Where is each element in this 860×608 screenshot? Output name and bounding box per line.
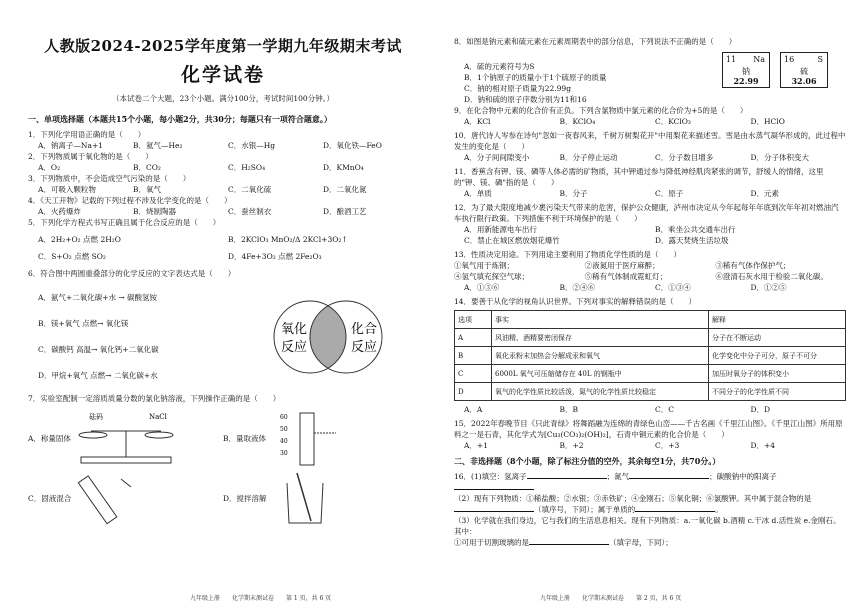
option: A．硫的元素符号为S — [464, 62, 535, 71]
option: B．1个钠原子的质量小于1个硫原子的质量 — [464, 73, 607, 82]
table-cell: A — [455, 329, 492, 347]
question-7-options — [28, 408, 418, 528]
question-9-options — [454, 116, 846, 127]
option: D．HClO — [750, 117, 785, 126]
option: B．②④⑥ — [559, 283, 596, 292]
exam-subtitle: 化学试卷 — [180, 64, 265, 86]
element-name: 钠 — [742, 67, 750, 76]
venn-left-label-1: 氧化 — [280, 322, 308, 337]
option: C．分子数目增多 — [655, 153, 714, 162]
table-header: 事实 — [492, 311, 709, 329]
periodic-table-cells — [722, 52, 828, 88]
option: C．碳酸钙 高温→ 氧化钙+二氧化碳 — [38, 345, 159, 354]
option-a-cell — [28, 408, 223, 468]
option: D．露天焚烧生活垃圾 — [655, 236, 729, 245]
option: A．分子间间隙变小 — [464, 153, 530, 162]
table-cell: 加压时氧分子的体积变小 — [709, 365, 846, 383]
fill-text: （填序号，下同）；属于单质的 — [534, 505, 636, 514]
option: B．氦气—He₂ — [133, 141, 183, 150]
table-cell: 化学变化中分子可分，原子不可分 — [709, 347, 846, 365]
exam-page-right — [430, 0, 860, 608]
question-3: 3．下列物质中，不会造成空气污染的是（ ） — [28, 174, 191, 183]
option: D．酿酒工艺 — [323, 207, 367, 216]
table-cell: B — [455, 347, 492, 365]
statement: ⑥澄清石灰水用于检验二氧化碳。 — [715, 272, 828, 281]
venn-diagram — [258, 297, 398, 377]
atomic-number: 16 — [784, 55, 795, 64]
question-11-options — [454, 188, 846, 199]
option: B．+2 — [559, 441, 584, 450]
question-1-options — [28, 140, 418, 151]
page-footer: 九年级上册 化学期末测试卷 第 1 页，共 6 页 — [190, 595, 332, 602]
option: B．乘坐公共交通车出行 — [655, 225, 736, 234]
tick-30: 30 — [280, 450, 288, 457]
answer-blank[interactable] — [454, 511, 534, 512]
fill-text: ①可用于切割玻璃的是 — [454, 538, 529, 547]
question-4-options — [28, 206, 418, 217]
fill-text: 16．(1)填空：氢离子 — [454, 472, 527, 481]
option: C．C — [655, 405, 674, 414]
option-b-cell — [223, 408, 418, 468]
option: A．钠离子—Na+1 — [38, 141, 104, 150]
table-cell: 分子在不断运动 — [709, 329, 846, 347]
question-16-part-1 — [454, 471, 846, 493]
question-12: 12．为了最大限度地减少裹污染天气带来的危害，保护公众健康，泸州市决定从今年起每年年底到次年年初对燃油汽车执行限行政策。下列措施不利于环境保护的是（ ） — [454, 203, 839, 223]
graduated-cylinder-icon — [266, 409, 346, 467]
table-row — [455, 383, 846, 401]
option: B．2KClO₃ MnO₂/Δ 2KCl+3O₂↑ — [228, 235, 348, 244]
table-cell: D — [455, 383, 492, 401]
exam-title: 人教版2024-2025学年度第一学期九年级期末考试 — [44, 37, 402, 55]
question-6: 6．符合图中两圆重叠部分的化学反应的文字表达式是（ ） — [28, 269, 236, 278]
fill-text: （填字母，下同）； — [609, 538, 673, 547]
option: B．分子停止运动 — [559, 153, 618, 162]
option: C．KClO₃ — [655, 117, 691, 126]
option-d-cell — [223, 468, 418, 528]
element-symbol: S — [817, 55, 823, 64]
table-row — [455, 329, 846, 347]
option: A．称量固体 — [28, 433, 71, 443]
element-name: 硫 — [800, 67, 808, 76]
statement: ⑤稀有气体制成霓虹灯； — [584, 272, 668, 281]
mixing-cylinder-icon — [71, 469, 151, 527]
option: D．氧化铁—FeO — [323, 141, 382, 150]
element-cell-sulfur — [780, 52, 828, 88]
question-6-body — [28, 285, 418, 389]
option: C．蚕丝制衣 — [228, 207, 272, 216]
question-15: 15．2022年春晚节目《只此青绿》将舞蹈融为连绵的青绿色山峦——千古名画《千里江山图》。《千里江山图》所用原料之一是石青，其化学式为[Cu₃(CO₃)₂(OH)₂]，石青中铜元素的化合价是（ ） — [454, 419, 843, 439]
question-13-options — [454, 282, 846, 293]
option: A．①③⑥ — [464, 283, 500, 292]
answer-blank[interactable] — [629, 478, 709, 479]
statement: ①氧气用于炼钢； — [454, 261, 514, 270]
question-2: 2．下列物质属于氧化物的是（ ） — [28, 152, 153, 161]
option: D．二氧化氮 — [323, 185, 367, 194]
table-header-row — [455, 311, 846, 329]
option: A．2H₂+O₂ 点燃 2H₂O — [38, 235, 121, 244]
answer-blank[interactable] — [454, 489, 534, 490]
venn-left-label-2: 反应 — [280, 340, 308, 355]
option: A．A — [464, 405, 483, 414]
option: D．分子体积变大 — [750, 153, 810, 162]
question-14-options — [454, 404, 846, 415]
nacl-label: NaCl — [148, 413, 167, 421]
question-7: 7．实验室配制一定溶质质量分数的氯化钠溶液，下列操作正确的是（ ） — [28, 394, 281, 403]
option: C．①③④ — [655, 283, 691, 292]
atomic-mass: 22.99 — [733, 76, 759, 86]
question-13-items-2 — [454, 271, 846, 282]
option: B．CO₂ — [133, 163, 161, 172]
table-header: 选项 — [455, 311, 492, 329]
venn-right-label-1: 化合 — [350, 322, 378, 337]
table-cell: C — [455, 365, 492, 383]
question-10: 10．唐代诗人岑参在诗句"忽如一夜春风来，千树万树梨花开"中用梨花来描述雪。雪是由水蒸气凝华形成的，此过程中发生的变化是（ ） — [454, 131, 846, 151]
tick-50: 50 — [280, 426, 288, 433]
option: C．+3 — [655, 441, 680, 450]
question-16-part-3-1 — [454, 537, 846, 548]
answer-blank[interactable] — [635, 511, 715, 512]
question-1: 1．下列化学用语正确的是（ ） — [28, 130, 146, 139]
question-12-options — [454, 224, 846, 246]
option: A．KCl — [464, 117, 491, 126]
tick-40: 40 — [280, 438, 288, 445]
option-c-cell — [28, 468, 223, 528]
option: C．禁止在城区燃放烟花爆竹 — [464, 236, 560, 245]
tick-60: 60 — [280, 414, 288, 421]
table-header: 解释 — [709, 311, 846, 329]
exam-note: （本试卷二个大题，23个小题。满分100分，考试时间100分钟。） — [112, 94, 334, 103]
venn-right-label-2: 反应 — [350, 340, 378, 355]
section-2-heading: 二、非选择题（8个小题，除了标注分值的空外，其余每空1分，共70分。） — [454, 456, 721, 466]
option: C．固液混合 — [28, 493, 72, 503]
option: D．+4 — [750, 441, 776, 450]
table-row — [455, 347, 846, 365]
question-8: 8．如图是钠元素和硫元素在元素周期表中的部分信息，下列说法不正确的是（ ） — [454, 37, 737, 46]
option: D．元素 — [750, 189, 780, 198]
option: C．S+O₂ 点燃 SO₂ — [38, 252, 106, 261]
option: B．KClO₄ — [559, 117, 596, 126]
section-1-heading: 一、单项选择题（本题共15个小题，每小题2分，共30分；每题只有一项符合题意。） — [28, 114, 332, 124]
table-cell: 6000L 氧气可压缩储存在 40L 的钢瓶中 — [492, 365, 709, 383]
table-cell: 风油精、酒精要密闭保存 — [492, 329, 709, 347]
fill-text: （2）现有下列物质：①稀盐酸；②水银；③赤铁矿；④金刚石；⑤氧化铜；⑥氯酸钾。其中属于混合物的是 — [454, 494, 812, 503]
question-2-options — [28, 162, 418, 173]
fill-text: ；氮气 — [606, 472, 630, 481]
answer-blank[interactable] — [527, 478, 607, 479]
option: B．量取液体 — [223, 433, 267, 443]
option: A．单质 — [464, 189, 492, 198]
fill-text: 。 — [715, 505, 723, 514]
question-4: 4．《天工开物》记载的下列过程不涉及化学变化的是（ ） — [28, 196, 232, 205]
option: A．氨气+二氧化碳+水 → 碳酸氢铵 — [38, 293, 158, 302]
table-cell: 氧气的化学性质比较活泼，氮气的化学性质比较稳定 — [492, 383, 709, 401]
question-10-options — [454, 152, 846, 163]
question-11: 11．香蕉含有钾、镁、磷等人体必需的矿物质，其中钾通过参与降低神经肌肉紧张的调节，舒缓人的情绪，这里的"钾、镁、磷"指的是（ ） — [454, 167, 824, 187]
statement: ④氢气填充探空气球； — [454, 272, 529, 281]
table-cell: 氧化汞粉末加热会分解成汞和氧气 — [492, 347, 709, 365]
question-6-options — [28, 285, 258, 389]
question-16-part-3: （3）化学就在我们身边，它与我们的生活息息相关。现有下列物质：a.一氧化碳 b.酒精 c.干冰 d.活性炭 e.金刚石。其中： — [454, 516, 841, 536]
option: C．二氧化硫 — [228, 185, 272, 194]
question-13-items-1 — [454, 260, 846, 271]
atomic-number: 11 — [726, 55, 737, 64]
option: D．KMnO₄ — [323, 163, 364, 172]
table-cell: 不同分子的化学性质不同 — [709, 383, 846, 401]
question-13: 13．性质决定用途。下列用途主要利用了物质化学性质的是（ ） — [454, 250, 682, 259]
option: B．氧气 — [133, 185, 162, 194]
option: B．烧制陶器 — [133, 207, 177, 216]
option: A．火药爆炸 — [38, 207, 81, 216]
question-5-options-ab — [28, 234, 418, 245]
option: B．分子 — [559, 189, 588, 198]
option: D．钠和硫的原子序数分别为11和16 — [464, 95, 587, 104]
statement: ②液氮用于医疗麻醉； — [584, 261, 660, 270]
question-3-options — [28, 184, 418, 195]
option: D．D — [750, 405, 771, 414]
option: D．4Fe+3O₂ 点燃 2Fe₂O₃ — [228, 252, 322, 261]
option: B．B — [559, 405, 579, 414]
option: C．原子 — [655, 189, 684, 198]
option: A．O₂ — [38, 163, 61, 172]
atomic-mass: 32.06 — [791, 76, 817, 86]
option: D．搅拌溶解 — [223, 493, 267, 503]
question-15-options — [454, 440, 846, 451]
table-row — [455, 365, 846, 383]
question-9: 9．在化合物中元素的化合价有正负。下列含氯物质中氯元素的化合价为+5的是（ ） — [454, 106, 748, 115]
balance-scale-icon — [71, 409, 181, 467]
question-16-part-2 — [454, 493, 846, 515]
page-footer: 九年级上册 化学期末测试卷 第 2 页，共 6 页 — [540, 595, 682, 602]
option: A．用新能源电车出行 — [464, 225, 537, 234]
question-14-table — [454, 310, 846, 401]
option: C．钠的相对原子质量为22.99g — [464, 84, 572, 93]
answer-blank[interactable] — [529, 544, 609, 545]
option: B．镁+氧气 点燃→ 氧化镁 — [38, 319, 129, 328]
option: D．①②⑤ — [750, 283, 787, 292]
beaker-stirring-icon — [267, 469, 347, 527]
option: C．水银—Hg — [228, 141, 276, 150]
option: C．H₂SO₄ — [228, 163, 266, 172]
question-14: 14．要善于从化学的视角认识世界。下列对事实的解释错误的是（ ） — [454, 297, 697, 306]
option: A．+1 — [464, 441, 488, 450]
question-5-options-cd — [28, 251, 418, 262]
question-5: 5．下列化学方程式书写正确且属于化合反应的是（ ） — [28, 218, 221, 227]
weight-label: 砝码 — [88, 413, 103, 421]
option: A．可吸入颗粒物 — [38, 185, 96, 194]
fill-text: ；碳酸钠中的阳离子 — [709, 472, 777, 481]
element-cell-sodium — [722, 52, 770, 88]
element-symbol: Na — [753, 55, 765, 64]
option: D．甲烷+氧气 点燃→ 二氧化碳+水 — [38, 371, 158, 380]
statement: ③稀有气体作保护气； — [715, 261, 791, 270]
